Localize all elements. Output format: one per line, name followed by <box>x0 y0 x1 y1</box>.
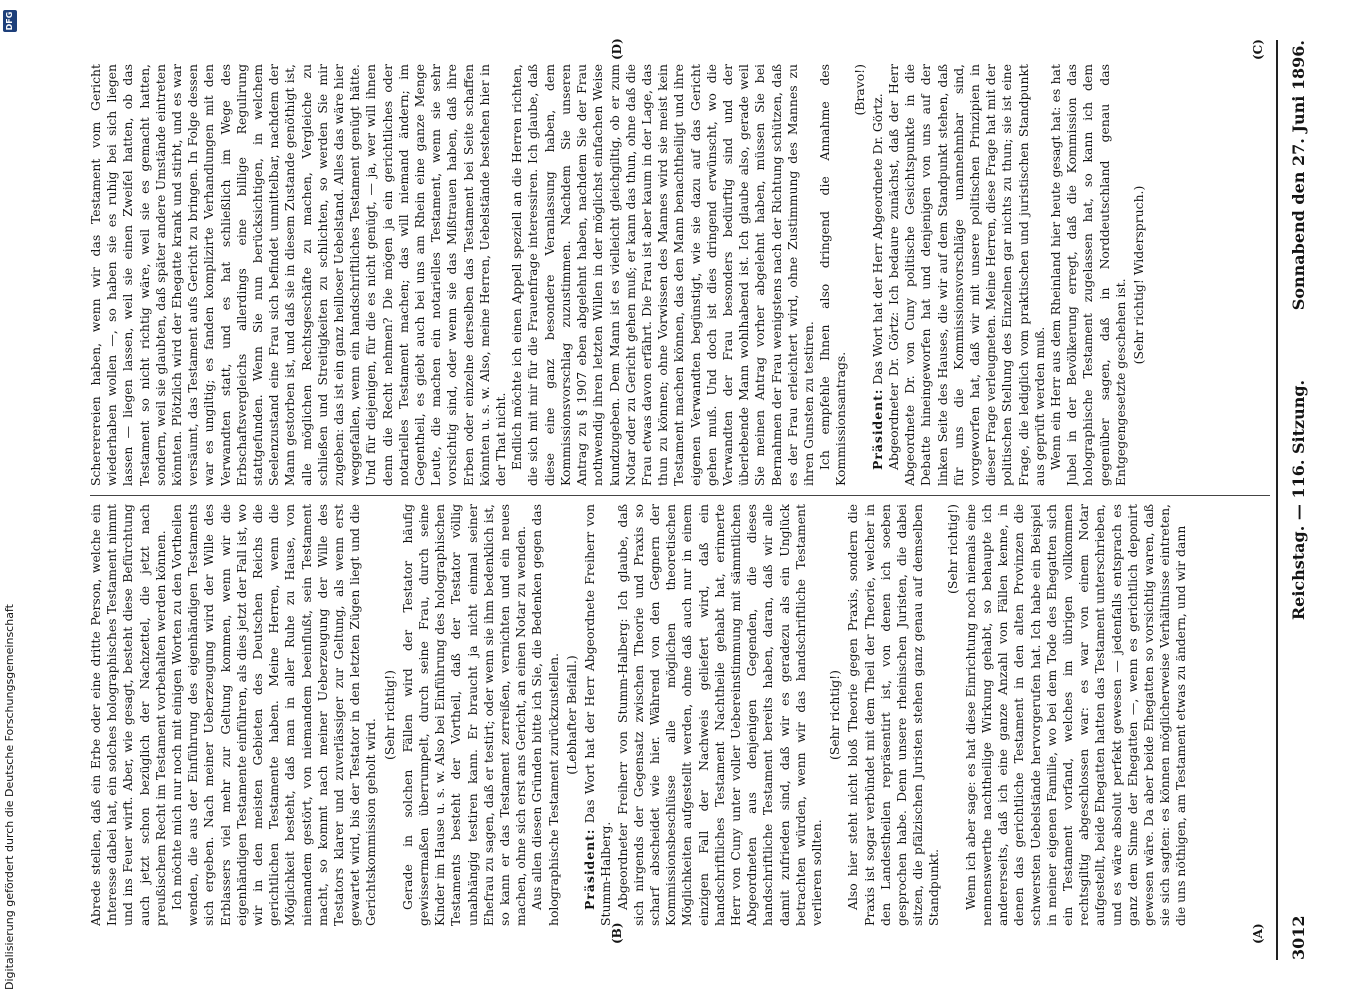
paragraph <box>582 504 614 926</box>
paragraph <box>509 64 817 486</box>
paragraph <box>870 64 886 486</box>
paragraph-text: Aus allen diesen Gründen bitte ich Sie, die Bedenken gegen das holographische Testament zurückzustellen. <box>529 504 561 926</box>
paragraph <box>615 504 826 926</box>
paragraph-text: (Lebhafter Beifall.) <box>563 655 579 775</box>
paragraph-text: (Sehr richtig!) <box>944 504 960 594</box>
paragraph-text: Abgeordneter Dr. Görtz: Ich bedaure zunächst, daß der Herr Abgeordnete Dr. von Cuny politische Gesichtspunkte in die Debatte hineingeworfen hat und denjenigen von uns auf der linken Seite des Hauses, die wir auf dem Standpunkt stehen, daß für uns die Kommissionsvorschläge unannehmbar sind, vorgeworfen hat, daß wir mit unsere politischen Prinzipien in dieser Frage verleugneten. Meine Herren, diese Frage hat mit der politischen Stellung des Einzelnen gar nichts zu thun; sie ist eine Frage, die lediglich vom praktischen und juristischen Standpunkt aus geprüft werden muß. <box>885 64 1047 486</box>
paragraph-text: Also hier steht nicht bloß Theorie gegen Praxis, sondern die Praxis ist sogar verbündet mit dem Theil der Theorie, welcher in den Landestheilen repräsentirt ist, von denen ich soeben gesprochen habe. Denn unsere rheinischen Juristen, die dabei sitzen, die pfälzischen Juristen stehen ganz genau auf demselben Standpunkt. <box>845 504 942 926</box>
digitization-footer <box>0 10 20 1000</box>
paragraph <box>845 504 942 926</box>
paragraph-text: Endlich möchte ich einen Appell speziell an die Herren richten, die sich mit mir für die Frauenfrage interessiren. Ich glaube, daß diese eine ganz besondere Veranlassung haben, dem Kommissionsvorschlag zuzustimmen. Nachdem Sie unseren Antrag zu § 1907 eben abgelehnt haben, nachdem Sie der Frau nothwendig ihren letzten Willen in der möglichst einfachen Weise kundzugeben. Dem Mann ist es vielleicht gleichgiltig, ob er zum Notar oder zu Gericht gehen muß; er kann das thun, ohne daß die Frau etwas davon erfährt. Die Frau ist aber kaum in der Lage, das thun zu können; ohne Vorwissen des Mannes wird sie meist kein Testament machen können, das den Mann benachtheiligt und ihre eigenen Verwandten begünstigt, wie sie dazu auf das Gericht gehen muß. Und doch ist dies dringend erwünscht, wo die Verwandten der Frau besonders bedürftig sind und der überlebende Mann wohlhabend ist. Ich glaube also, gerade weil Sie meinen Antrag vorher abgelehnt haben, müssen Sie bei Bernahmen der Frau wenigstens nach der Richtung schützen, daß es der Frau erleichtert wird, ohne Zustimmung des Mannes zu ihren Gunsten zu testiren. <box>509 64 816 486</box>
interjection <box>852 64 868 486</box>
interjection <box>827 504 843 926</box>
header-rule <box>1276 40 1278 960</box>
paragraph-text: Abrede stellen, daß ein Erbe oder eine dritte Person, welche ein Interesse dabei hat, ein solches holographisches Testament nimmt und ins Feuer wirft. Aber, wie gesagt, besteht diese Befürchtung auch jetzt schon bezüglich der Nachzettel, die jetzt nach preußischem Recht im Testament vorbehalten werden können. <box>88 504 168 926</box>
paragraph-text: Abgeordneter Freiherr von Stumm-Halberg: Ich glaube, daß sich nirgends der Gegensatz zwischen Theorie und Praxis so scharf abscheidet wie hier. Während von den Gegnern der Kommissionsbeschlüsse alle möglichen theoretischen Möglichkeiten aufgestellt werden, ohne daß auch nur in einem einzigen Fall der Nachweis geliefert wird, daß ein handschriftliches Testament Nachtheile gehabt hat, erinnerte Herr von Cuny unter voller Uebereinstimmung mit sämmtlichen Abgeordneten aus denjenigen Gegenden, die dieses handschriftliche Testament bereits haben, daran, daß wir alle damit zufrieden sind, daß wir es geradezu als ein Unglück betrachten würden, wenn wir das handschriftliche Testament verlieren sollten. <box>614 504 824 926</box>
paragraph <box>886 64 1048 486</box>
paragraph-text: Schererereien haben, wenn wir das Testament vom Gericht wiederhaben wollen —, so haben sie es ruhig bei sich liegen lassen — liegen lassen, weil sie einen Zweifel hatten, ob das Testament so nicht richtig wäre, weil sie es gemacht hatten, sondern, weil sie glaubten, daß später andere Umstände eintreten könnten. Plötzlich wird der Ehegatte krank und stirbt, und es war versäumt, das Testament aufs Gericht zu bringen. In Folge dessen war es ungiltig; es fanden komplizirte Verhandlungen mit den Verwandten statt, und es hat schließlich im Wege des Erbschaftsvergleichs allerdings eine billige Regulirung stattgefunden. Wenn Sie nun berücksichtigen, in welchem Seelenzustand eine Frau sich befindet unmittelbar, nachdem der Mann gestorben ist, und daß sie in diesem Zustande genöthigt ist, alle möglichen Rechtsgeschäfte zu machen, Vergleiche zu schließen und Streitigkeiten zu schlichten, so werden Sie mir zugeben: das ist ein ganz heilloser Uebelstand. Alles das wäre hier weggefallen, wenn ein handschriftliches Testament genügt hätte. Und für diejenigen, für die es nicht genügt, — ja, wer will ihnen denn die Recht nehmen? Die mögen ja ein gerichtliches oder notarielles Testament machen; das will niemand ändern; im Gegentheil, es giebt auch bei uns am Rhein eine ganze Menge Leute, die machen ein notarielles Testament, wenn sie sehr vorsichtig sind, oder wenn sie das Mißtrauen haben, daß ihre Erben oder einzelne derselben das Testament bei Seite schaffen könnten u. s. w. Also, meine Herren, Uebelstände bestehen hier in der That nicht. <box>88 64 509 486</box>
paragraph <box>817 64 849 486</box>
paragraph-text: (Sehr richtig!) <box>381 670 397 760</box>
paragraph-text: Ich empfehle Ihnen also dringend die Annahme des Kommissionsantrags. <box>817 64 849 486</box>
margin-mark-c: (C) <box>1251 39 1265 60</box>
paragraph <box>88 64 509 486</box>
interjection <box>1131 64 1147 486</box>
interjection <box>564 504 580 926</box>
margin-mark-b: (B) <box>610 922 624 944</box>
paragraph-text: Das Wort hat der Herr Abgeordnete Dr. Görtz. <box>869 93 885 389</box>
paragraph <box>400 504 530 926</box>
left-column <box>88 504 1268 926</box>
page-number: 3012 <box>1289 915 1308 960</box>
speaker-label: Präsident: <box>869 388 885 470</box>
paragraph <box>963 504 1190 926</box>
speaker-label: Präsident: <box>582 828 598 910</box>
session-title: Reichstag. — 116. Sitzung. <box>1289 379 1308 621</box>
paragraph-text: Wenn ich aber sage: es hat diese Einrichtung noch niemals eine nennenswerthe nachtheilige Wirkung gehabt, so behaupte ich andererseits, daß ich eine ganze Anzahl von Fällen kenne, in denen das gerichtliche Testament in den alten Provinzen die schwersten Uebelstände hervorgerufen hat. Ich habe ein Beispiel in meiner eigenen Familie, wo bei dem Tode des Ehegatten sich ein Testament vorfand, welches im übrigen vollkommen rechtsgiltig abgeschlossen war: es war von einem Notar aufgestellt, beide Ehegatten hatten das Testament unterschrieben, und es wäre absolut perfekt gewesen — jedenfalls entsprach es ganz dem Sinne der Ehegatten —, wenn es gerichtlich deponirt gewesen wäre. Da aber beide Ehegatten so vorsichtig waren, daß sie sich sagten: es können möglicherweise Verhältnisse eintreten, die uns nöthigen, am Testament etwas zu ändern, und wir dann <box>962 504 1189 926</box>
interjection <box>382 504 398 926</box>
dfg-logo: DFG <box>3 10 17 32</box>
paragraph <box>169 504 380 926</box>
paragraph-text: (Bravo!) <box>851 64 867 116</box>
page-header <box>1289 40 1309 960</box>
session-date: Sonnabend den 27. Juni 1896. <box>1289 40 1308 311</box>
footer-credit: Digitalisierung gefördert durch die Deutsche Forschungsgemeinschaft <box>3 604 16 990</box>
paragraph <box>88 504 169 926</box>
paragraph <box>1048 64 1129 486</box>
right-column <box>88 64 1268 486</box>
paragraph-text: Gerade in solchen Fällen wird der Testator häufig gewissermaßen überrumpelt, durch seine Frau, durch seine Kinder im Hause u. s. w. Also bei Einführung des holographischen Testaments besteht der Vortheil, daß der Testator völlig unabhängig testiren kann. Er braucht ja nicht einmal seiner Ehefrau zu sagen, daß er testirt; oder wenn sie ihm bedenklich ist, so kann er das Testament zerreißen, vernichten und ein neues machen, ohne sich erst ans Gericht, an einen Notar zu wenden. <box>399 504 529 926</box>
paragraph-text: (Sehr richtig! Widerspruch.) <box>1131 185 1146 365</box>
margin-mark-d: (D) <box>610 38 624 60</box>
paragraph-text: (Sehr richtig!) <box>827 670 843 760</box>
paragraph <box>529 504 561 926</box>
interjection <box>945 504 961 926</box>
margin-mark-a: (A) <box>1251 923 1265 944</box>
paragraph-text: Ich möchte mich nur noch mit einigen Worten zu den Vortheilen wenden, die aus der Einführung des eigenhändigen Testaments sich ergeben. Nach meiner Ueberzeugung wird der Wille des Erblassers viel mehr zur Geltung kommen, wenn wir die eigenhändigen Testamente einführen, als dies jetzt der Fall ist, wo wir in den meisten Gebieten des Deutschen Reichs die gerichtlichen Testamente haben. Meine Herren, wenn die Möglichkeit besteht, daß man in aller Ruhe zu Hause, von niemandem gestört, von niemandem beeinflußt, sein Testament macht, so kommt nach meiner Ueberzeugung der Wille des Testators klarer und zuverlässiger zur Geltung, als wenn erst gewartet wird, bis der Testator in den letzten Zügen liegt und die Gerichtskommission geholt wird. <box>169 504 379 926</box>
paragraph-text: Das Wort hat der Herr Abgeordnete Freiherr von Stumm-Halberg. <box>582 504 614 926</box>
column-divider <box>90 495 1270 496</box>
paragraph-text: Wenn ein Herr aus dem Rheinland hier heute gesagt hat: es hat Jubel in der Bevölkerung erregt, daß die Kommission das holographische Testament zugelassen hat, so kann ich dem gegenüber sagen, daß in Norddeutschland genau das Entgegengesetzte geschehen ist. <box>1047 64 1128 486</box>
